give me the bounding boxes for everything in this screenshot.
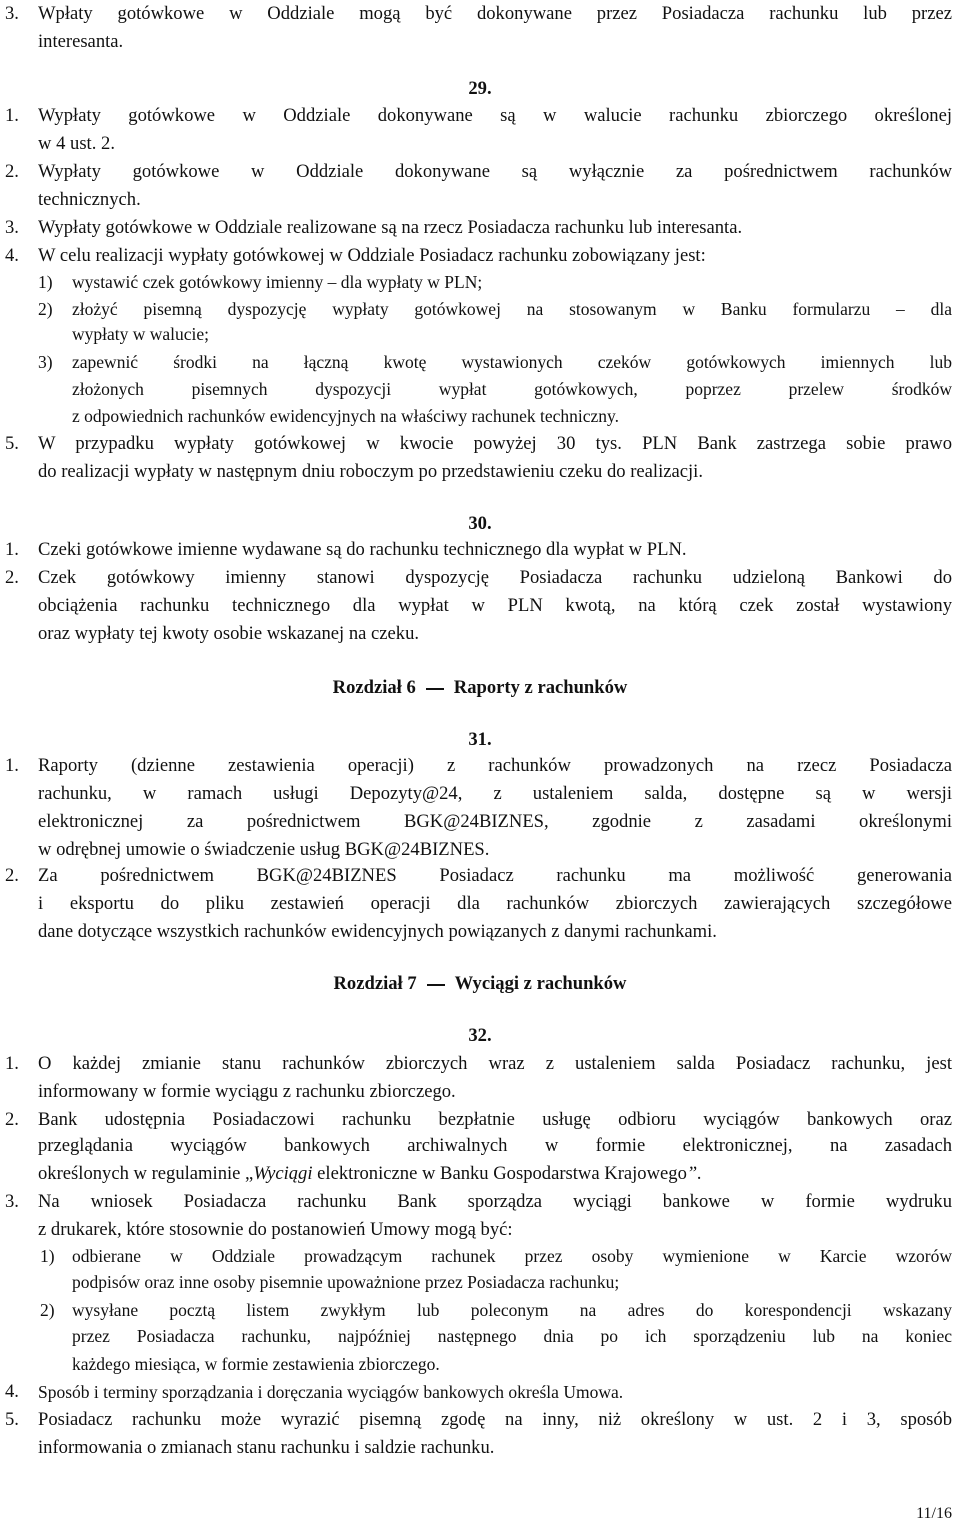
chapter-title: Raporty z rachunków — [453, 677, 628, 698]
subitem-number: 1) — [38, 272, 53, 292]
chapter-label: Rozdział 6 — [332, 677, 416, 698]
section-31-heading: 31. — [468, 729, 492, 750]
chapter-7-heading — [0, 970, 960, 998]
text-line: Sposób i terminy sporządzania i doręczania wyciągów bankowych określa Umowa. — [38, 1382, 624, 1402]
text-line: wypłaty w walucie; — [72, 324, 210, 344]
text-line: elektronicznej za pośrednictwem BGK@24BIZNES, zgodnie z zasadami określonymi — [38, 811, 952, 832]
text-line: do realizacji wypłaty w następnym dniu roboczym po przedstawieniu czeku do realizacji. — [38, 461, 703, 482]
text-line: złożyć pisemną dyspozycję wypłaty gotówkowej na stosowanym w Banku formularzu – dla — [72, 299, 952, 319]
text-line: odbierane w Oddziale prowadzącym rachunek przez osoby wymienione w Karcie wzorów — [72, 1246, 952, 1266]
text-line: oraz wypłaty tej kwoty osobie wskazanej na czeku. — [38, 623, 420, 644]
text-line: Raporty (dzienne zestawienia operacji) z rachunków prowadzonych na rzecz Posiadacza — [38, 755, 952, 776]
text-line: rachunku, w ramach usługi Depozyty@24, z ustaleniem salda, dostępne są w wersji — [38, 783, 952, 804]
text-line: w 4 ust. 2. — [38, 133, 115, 154]
text-line: z odpowiednich rachunków ewidencyjnych na właściwy rachunek techniczny. — [72, 406, 619, 426]
subitem-number: 3) — [38, 352, 53, 372]
section-30-heading: 30. — [468, 513, 492, 534]
text-line: Za pośrednictwem BGK@24BIZNES Posiadacz rachunku ma możliwość generowania — [38, 865, 952, 886]
text-line: Na wniosek Posiadacza rachunku Bank sporządza wyciągi bankowe w formie wydruku — [38, 1191, 952, 1212]
item-number: 2. — [5, 161, 19, 182]
text-line: Posiadacz rachunku może wyrazić pisemną zgodę na inny, niż określony w ust. 2 i 3, sposób — [38, 1409, 952, 1430]
chapter-6-heading — [0, 674, 960, 702]
text-line: wystawić czek gotówkowy imienny – dla wypłaty w PLN; — [72, 272, 483, 292]
text-line: obciążenia rachunku technicznego dla wypłat w PLN kwotą, na którą czek został wystawiony — [38, 595, 952, 616]
italic-text: Wyciągi — [253, 1163, 313, 1184]
text-line: każdego miesiąca, w formie zestawienia zbiorczego. — [72, 1354, 440, 1374]
item-number: 2. — [5, 567, 19, 588]
text-line: podpisów oraz inne osoby pisemnie upoważnione przez Posiadacza rachunku; — [72, 1272, 620, 1292]
text-line: Wpłaty gotówkowe w Oddziale mogą być dokonywane przez Posiadacza rachunku lub przez — [38, 3, 952, 24]
item-number: 1. — [5, 105, 19, 126]
text-line: i eksportu do pliku zestawień operacji dla rachunków zbiorczych zawierających szczegółowe — [38, 893, 952, 914]
item-number: 3. — [5, 217, 19, 238]
item-number: 2. — [5, 865, 19, 886]
text-line: Bank udostępnia Posiadaczowi rachunku bezpłatnie usługę odbioru wyciągów bankowych oraz — [38, 1109, 952, 1130]
text-fragment: określonych w regulaminie „ — [38, 1163, 254, 1184]
item-number: 5. — [5, 433, 19, 454]
item-number: 5. — [5, 1409, 19, 1430]
text-line: W celu realizacji wypłaty gotówkowej w Oddziale Posiadacz rachunku zobowiązany jest: — [38, 245, 706, 266]
subitem-number: 2) — [38, 299, 53, 319]
text-line: informowania o zmianach stanu rachunku i saldzie rachunku. — [38, 1437, 495, 1458]
text-line: technicznych. — [38, 189, 141, 210]
text-fragment: elektroniczne w Banku Gospodarstwa Krajowego — [312, 1163, 687, 1184]
text-line: Wypłaty gotówkowe w Oddziale realizowane są na rzecz Posiadacza rachunku lub interesanta. — [38, 217, 743, 238]
subitem-number: 1) — [40, 1246, 55, 1266]
text-line: zapewnić środki na łączną kwotę wystawionych czeków gotówkowych imiennych lub — [72, 352, 952, 372]
item-number: 4. — [5, 1381, 19, 1402]
section-29-heading: 29. — [468, 78, 492, 99]
section-32-heading: 32. — [468, 1025, 492, 1046]
chapter-label: Rozdział 7 — [333, 973, 417, 994]
subitem-number: 2) — [40, 1300, 55, 1320]
text-line — [38, 1160, 952, 1188]
text-line: W przypadku wypłaty gotówkowej w kwocie powyżej 30 tys. PLN Bank zastrzega sobie prawo — [38, 433, 952, 454]
text-line: dane dotyczące wszystkich rachunków ewidencyjnych powiązanych z danymi rachunkami. — [38, 921, 717, 942]
text-line: O każdej zmianie stanu rachunków zbiorczych wraz z ustaleniem salda Posiadacz rachunku, jest — [38, 1053, 952, 1074]
item-number: 3. — [5, 1191, 19, 1212]
page-number: 11/16 — [916, 1505, 952, 1522]
text-line: w odrębnej umowie o świadczenie usług BGK@24BIZNES. — [38, 839, 490, 860]
text-line: Wypłaty gotówkowe w Oddziale dokonywane są wyłącznie za pośrednictwem rachunków — [38, 161, 952, 182]
item-number: 3. — [5, 3, 19, 24]
item-number: 1. — [5, 755, 19, 776]
text-line: informowany w formie wyciągu z rachunku zbiorczego. — [38, 1081, 456, 1102]
text-line: Czek gotówkowy imienny stanowi dyspozycję Posiadacza rachunku udzieloną Bankowi do — [38, 567, 952, 588]
item-number: 1. — [5, 1053, 19, 1074]
item-number: 1. — [5, 539, 19, 560]
chapter-title: Wyciągi z rachunków — [454, 973, 627, 994]
item-number: 4. — [5, 245, 19, 266]
text-line: złożonych pisemnych dyspozycji wypłat gotówkowych, poprzez przelew środków — [72, 379, 952, 399]
text-line: z drukarek, które stosownie do postanowień Umowy mogą być: — [38, 1219, 513, 1240]
text-line: Wypłaty gotówkowe w Oddziale dokonywane są w walucie rachunku zbiorczego określonej — [38, 105, 952, 126]
text-line: przeglądania wyciągów bankowych archiwalnych w formie elektronicznej, na zasadach — [38, 1135, 952, 1156]
dash-divider — [426, 688, 444, 690]
dash-divider — [427, 984, 445, 986]
text-line: Czeki gotówkowe imienne wydawane są do rachunku technicznego dla wypłat w PLN. — [38, 539, 687, 560]
item-number: 2. — [5, 1109, 19, 1130]
italic-text: ”. — [686, 1163, 702, 1184]
text-line: przez Posiadacza rachunku, najpóźniej następnego dnia po ich sporządzeniu lub na koniec — [72, 1326, 952, 1346]
text-line: wysyłane pocztą listem zwykłym lub poleconym na adres do korespondencji wskazany — [72, 1300, 952, 1320]
text-line: interesanta. — [38, 31, 124, 52]
